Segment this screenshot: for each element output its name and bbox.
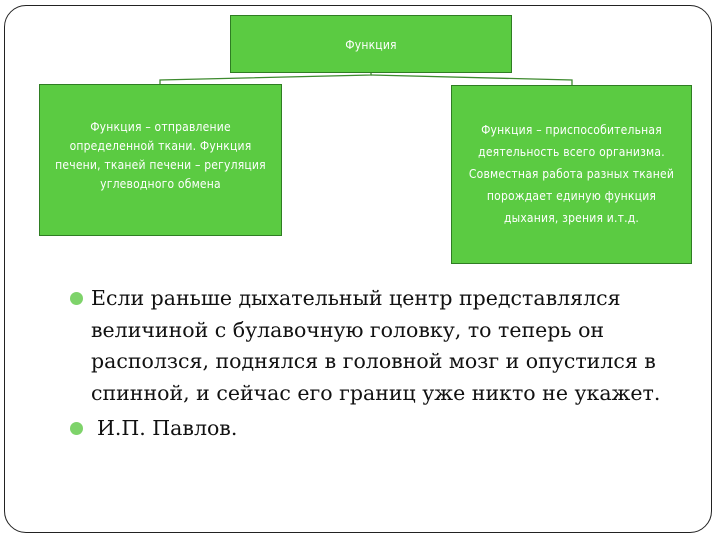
bullet-item-author: [70, 413, 690, 445]
connector-right: [371, 75, 572, 85]
function-root-box: [230, 15, 512, 73]
bullet-dot-icon: [70, 292, 83, 305]
bullet-quote-text: Если раньше дыхательный центр представлялся величиной с булавочную головку, то теперь он расползся, поднялся в головной мозг и опустился в спинной, и сейчас его границ уже никто не укажет.: [91, 286, 661, 405]
bullet-item-quote: [70, 283, 690, 409]
function-tissue-box: [39, 84, 282, 236]
function-root-label: Функция: [345, 38, 397, 52]
function-tissue-text: Функция – отправление определенной ткани. Функция печени, тканей печени – регуляция углеводного обмена: [55, 120, 266, 191]
connector-left: [160, 73, 371, 84]
function-organism-text: Функция – приспособительная деятельность всего организма. Совместная работа разных тканей порождает единую функция дыхания, зрения и.т.д.: [468, 123, 675, 225]
bullet-dot-icon: [70, 422, 83, 435]
bullet-list: [70, 283, 690, 445]
function-organism-box: [451, 85, 692, 264]
bullet-author-text: И.П. Павлов.: [97, 416, 238, 440]
